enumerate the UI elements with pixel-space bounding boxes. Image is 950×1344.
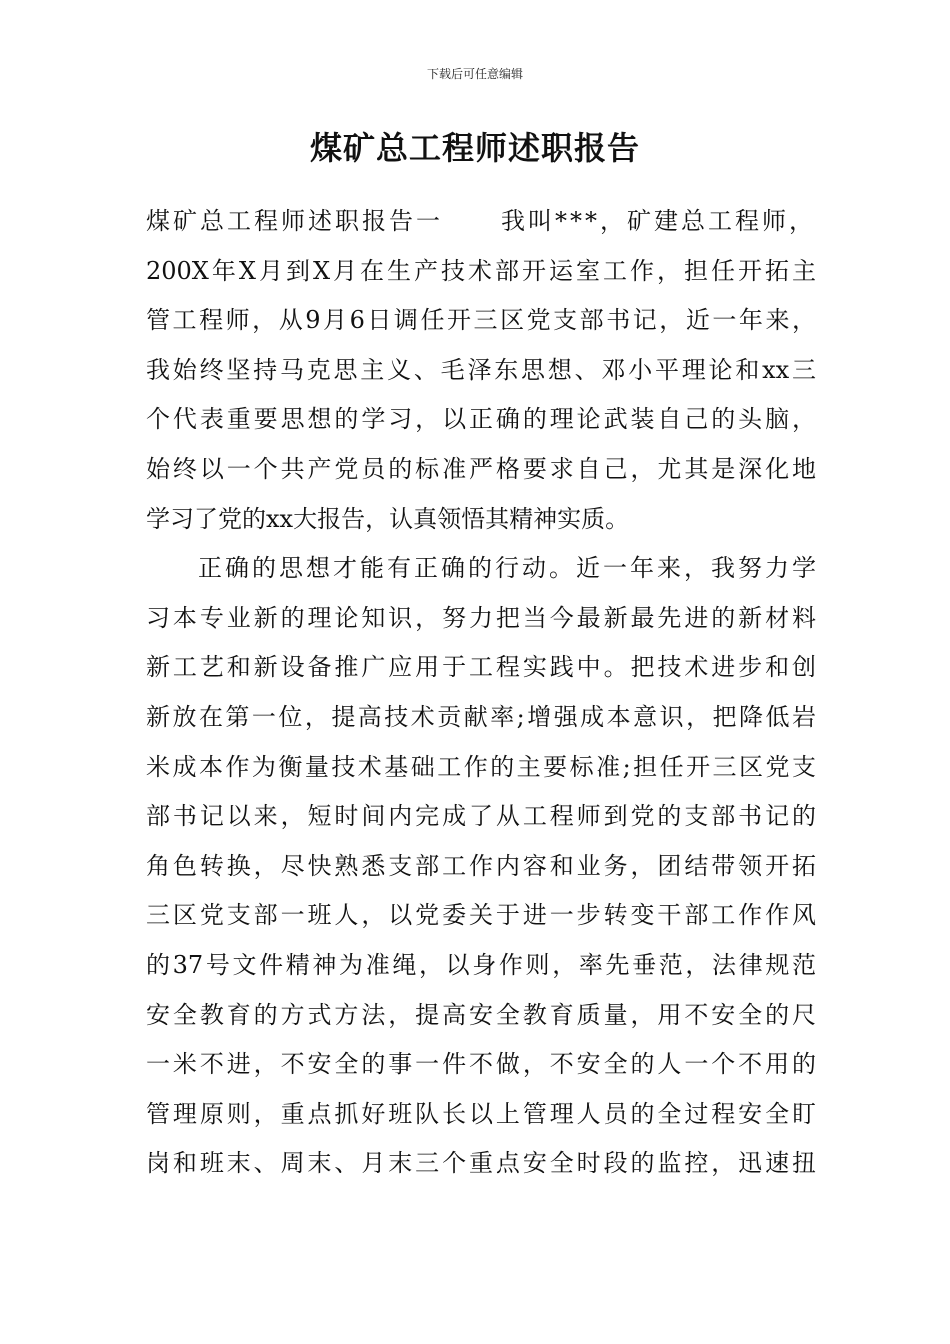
body-line: 管工程师，从9月6日调任开三区党支部书记，近一年来， [146, 306, 816, 335]
body-line: 岗和班末、周末、月末三个重点安全时段的监控，迅速扭 [146, 1149, 816, 1178]
body-line: 始终以一个共产党员的标准严格要求自己，尤其是深化地 [146, 454, 816, 483]
body-line: 新放在第一位，提高技术贡献率;增强成本意识，把降低岩 [146, 702, 816, 731]
body-line-1 [146, 197, 816, 247]
body-line: 角色转换，尽快熟悉支部工作内容和业务，团结带领开拓 [146, 851, 816, 880]
document-title: 煤矿总工程师述职报告 [309, 129, 640, 167]
document-body [146, 197, 816, 1189]
section-heading-inline: 煤矿总工程师述职报告一 [146, 207, 443, 235]
body-line: 部书记以来，短时间内完成了从工程师到党的支部书记的 [146, 802, 816, 831]
body-line: 200X年X月到X月在生产技术部开运室工作，担任开拓主 [146, 256, 816, 285]
paragraph-start-line: 正确的思想才能有正确的行动。近一年来，我努力学 [198, 554, 816, 583]
body-line: 的37号文件精神为准绳，以身作则，率先垂范，法律规范 [146, 950, 816, 979]
body-line: 习本专业新的理论知识，努力把当今最新最先进的新材料 [146, 603, 816, 632]
body-line: 安全教育的方式方法，提高安全教育质量，用不安全的尺 [146, 1000, 816, 1029]
body-line: 新工艺和新设备推广应用于工程实践中。把技术进步和创 [146, 653, 816, 682]
body-line: 个代表重要思想的学习，以正确的理论武装自己的头脑， [146, 405, 816, 434]
page-header-note: 下载后可任意编辑 [426, 67, 523, 81]
body-line-1-text: 我叫***，矿建总工程师， [501, 207, 816, 235]
body-line: 一米不进，不安全的事一件不做，不安全的人一个不用的 [146, 1050, 816, 1079]
body-line: 米成本作为衡量技术基础工作的主要标准;担任开三区党支 [146, 752, 816, 781]
body-line: 三区党支部一班人，以党委关于进一步转变干部工作作风 [146, 901, 816, 930]
body-line: 我始终坚持马克思主义、毛泽东思想、邓小平理论和xx三 [146, 355, 816, 384]
body-line: 学习了党的xx大报告，认真领悟其精神实质。 [146, 504, 630, 533]
body-line: 管理原则，重点抓好班队长以上管理人员的全过程安全盯 [146, 1099, 816, 1128]
